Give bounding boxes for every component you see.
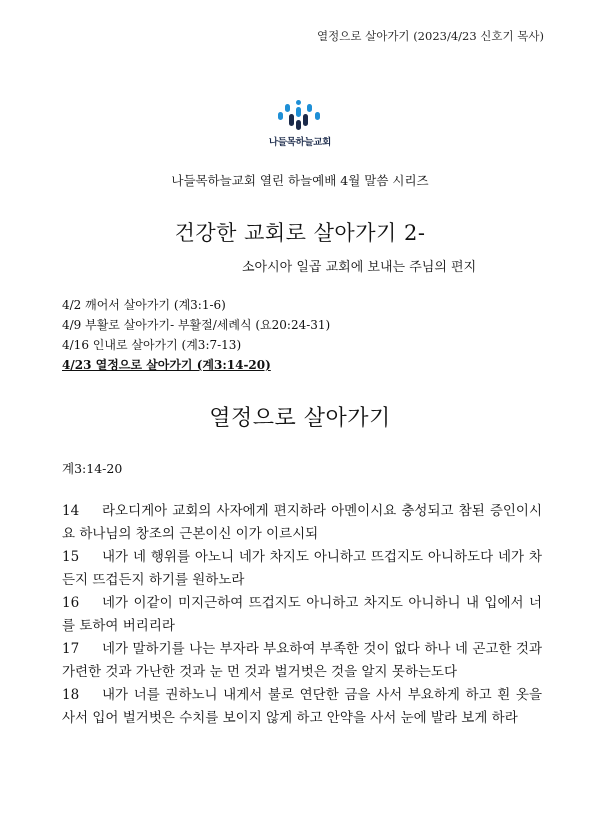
scripture-passage [62, 500, 542, 730]
verse-text: 내가 너를 권하노니 내게서 불로 연단한 금을 사서 부요하게 하고 흰 옷을 사서 입어 벌거벗은 수치를 보이지 않게 하고 안약을 사서 눈에 발라 보게 하라 [62, 687, 542, 726]
schedule-item: 4/2 깨어서 살아가기 (계3:1-6) [62, 298, 226, 312]
church-logo [0, 100, 600, 148]
schedule-item-current: 4/23 열정으로 살아가기 (계3:14-20) [62, 358, 271, 372]
schedule-item: 4/16 인내로 살아가기 (계3:7-13) [62, 338, 242, 352]
logo-text: 나들목하늘교회 [268, 137, 332, 148]
verse-text: 네가 이같이 미지근하여 뜨겁지도 아니하고 차지도 아니하니 내 입에서 너를 토하여 버리리라 [62, 595, 542, 634]
verse [62, 638, 542, 684]
series-title: 나들목하늘교회 열린 하늘예배 4월 말씀 시리즈 [171, 173, 429, 188]
verse [62, 500, 542, 546]
main-title: 건강한 교회로 살아가기 2- [174, 221, 426, 245]
verse-text: 네가 말하기를 나는 부자라 부요하여 부족한 것이 없다 하나 네 곤고한 것과 가련한 것과 가난한 것과 눈 먼 것과 벌거벗은 것을 알지 못하는도다 [62, 641, 542, 680]
header-note: 열정으로 살아가기 (2023/4/23 신호기 목사) [317, 29, 544, 43]
verse-number: 18 [62, 687, 80, 703]
sermon-title: 열정으로 살아가기 [209, 406, 391, 431]
verse [62, 592, 542, 638]
verse-text: 내가 네 행위를 아노니 네가 차지도 아니하고 뜨겁지도 아니하도다 네가 차든지 뜨겁든지 하기를 원하노라 [62, 549, 542, 588]
verse-number: 15 [62, 549, 80, 565]
verse [62, 684, 542, 730]
verse [62, 546, 542, 592]
verse-text: 라오디게아 교회의 사자에게 편지하라 아멘이시요 충성되고 참된 증인이시요 하나님의 창조의 근본이신 이가 이르시되 [62, 503, 542, 542]
main-subtitle: 소아시아 일곱 교회에 보내는 주님의 편지 [242, 260, 477, 275]
logo-mark-icon [277, 100, 323, 132]
sermon-schedule [62, 295, 330, 375]
verse-number: 14 [62, 503, 80, 519]
verse-number: 16 [62, 595, 80, 611]
schedule-item: 4/9 부활로 살아가기- 부활절/세례식 (요20:24-31) [62, 318, 331, 332]
verse-number: 17 [62, 641, 80, 657]
passage-reference: 계3:14-20 [62, 461, 123, 476]
